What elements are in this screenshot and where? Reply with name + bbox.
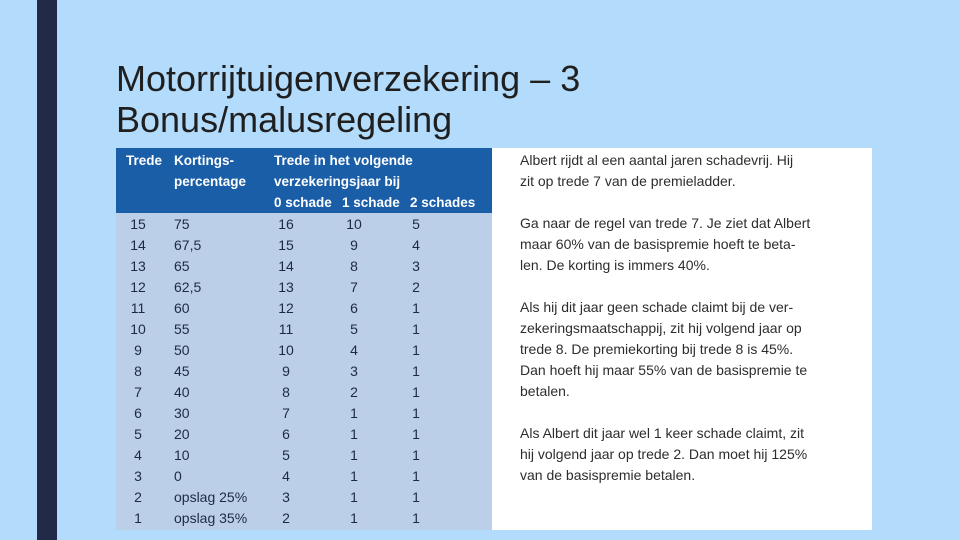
table-row	[116, 466, 492, 487]
cell-korting: 60	[174, 300, 190, 316]
cell-trede: 8	[134, 363, 142, 379]
cell-1-schade: 9	[350, 237, 358, 253]
cell-0-schade: 6	[282, 426, 290, 442]
paragraph-2	[520, 213, 810, 276]
cell-1-schade: 1	[350, 405, 358, 421]
cell-0-schade: 12	[278, 300, 294, 316]
cell-2-schades: 1	[412, 426, 420, 442]
table-row	[116, 298, 492, 319]
cell-1-schade: 6	[350, 300, 358, 316]
cell-1-schade: 3	[350, 363, 358, 379]
cell-2-schades: 1	[412, 510, 420, 526]
header-korting-line-2: percentage	[174, 174, 247, 189]
cell-0-schade: 8	[282, 384, 290, 400]
cell-2-schades: 5	[412, 216, 420, 232]
cell-0-schade: 5	[282, 447, 290, 463]
cell-korting: 30	[174, 405, 190, 421]
cell-1-schade: 1	[350, 489, 358, 505]
cell-korting: 0	[174, 468, 182, 484]
paragraph-line: maar 60% van de basispremie hoeft te beta-	[520, 236, 796, 252]
cell-trede: 6	[134, 405, 142, 421]
cell-trede: 10	[130, 321, 146, 337]
cell-2-schades: 1	[412, 363, 420, 379]
paragraph-line: Albert rijdt al een aantal jaren schadevrij. Hij	[520, 152, 794, 168]
cell-2-schades: 1	[412, 405, 420, 421]
table-row	[116, 277, 492, 298]
table-row	[116, 403, 492, 424]
paragraph-line: Dan hoeft hij maar 55% van de basispremie te	[520, 362, 808, 378]
content-image	[116, 148, 872, 530]
table-row	[116, 340, 492, 361]
paragraph-line: Als Albert dit jaar wel 1 keer schade claimt, zit	[520, 425, 805, 441]
cell-1-schade: 1	[350, 468, 358, 484]
table-row	[116, 319, 492, 340]
paragraph-1	[520, 150, 793, 192]
cell-0-schade: 15	[278, 237, 294, 253]
cell-0-schade: 13	[278, 279, 294, 295]
bonus-malus-table	[116, 148, 492, 530]
cell-trede: 15	[130, 216, 146, 232]
cell-2-schades: 3	[412, 258, 420, 274]
cell-korting: 55	[174, 321, 190, 337]
cell-2-schades: 1	[412, 342, 420, 358]
cell-1-schade: 5	[350, 321, 358, 337]
header-1-schade: 1 schade	[342, 195, 400, 210]
cell-0-schade: 14	[278, 258, 294, 274]
cell-korting: 40	[174, 384, 190, 400]
paragraph-line: trede 8. De premiekorting bij trede 8 is 45%.	[520, 341, 794, 357]
table-row	[116, 235, 492, 256]
header-volgend-line-2: verzekeringsjaar bij	[274, 174, 401, 189]
cell-korting: 20	[174, 426, 190, 442]
paragraph-line: zit op trede 7 van de premieladder.	[520, 173, 736, 189]
cell-0-schade: 3	[282, 489, 290, 505]
cell-trede: 11	[130, 300, 146, 316]
cell-korting: opslag 35%	[174, 510, 248, 526]
paragraph-line: hij volgend jaar op trede 2. Dan moet hij 125%	[520, 446, 808, 462]
table-row	[116, 361, 492, 382]
cell-trede: 13	[130, 258, 146, 274]
paragraph-line: len. De korting is immers 40%.	[520, 257, 710, 273]
cell-korting: 45	[174, 363, 190, 379]
table-row	[116, 508, 492, 529]
paragraph-line: betalen.	[520, 383, 570, 399]
paragraph-line: van de basispremie betalen.	[520, 467, 696, 483]
header-0-schade: 0 schade	[274, 195, 332, 210]
table-row	[116, 424, 492, 445]
cell-1-schade: 1	[350, 447, 358, 463]
table-row	[116, 487, 492, 508]
cell-2-schades: 1	[412, 447, 420, 463]
cell-1-schade: 1	[350, 426, 358, 442]
cell-trede: 9	[134, 342, 142, 358]
header-trede: Trede	[126, 153, 163, 168]
paragraph-line: zekeringsmaatschappij, zit hij volgend jaar op	[520, 320, 802, 336]
header-korting-line-1: Kortings-	[174, 153, 234, 168]
cell-1-schade: 4	[350, 342, 358, 358]
slide-title-line-1: Motorrijtuigenverzekering – 3	[116, 58, 581, 99]
cell-trede: 3	[134, 468, 142, 484]
cell-korting: opslag 25%	[174, 489, 248, 505]
cell-0-schade: 16	[278, 216, 294, 232]
cell-1-schade: 1	[350, 510, 358, 526]
cell-trede: 2	[134, 489, 142, 505]
table-row	[116, 445, 492, 466]
cell-trede: 4	[134, 447, 142, 463]
table-row	[116, 256, 492, 277]
header-volgend-line-1: Trede in het volgende	[274, 153, 413, 168]
cell-trede: 1	[134, 510, 142, 526]
cell-0-schade: 7	[282, 405, 290, 421]
cell-korting: 10	[174, 447, 190, 463]
cell-korting: 75	[174, 216, 190, 232]
cell-1-schade: 7	[350, 279, 358, 295]
header-2-schades: 2 schades	[410, 195, 476, 210]
paragraph-3	[520, 297, 807, 402]
table-row	[116, 214, 492, 235]
cell-2-schades: 2	[412, 279, 420, 295]
cell-2-schades: 1	[412, 489, 420, 505]
cell-trede: 12	[130, 279, 146, 295]
cell-2-schades: 1	[412, 384, 420, 400]
cell-korting: 67,5	[174, 237, 202, 253]
cell-trede: 14	[130, 237, 146, 253]
cell-2-schades: 1	[412, 300, 420, 316]
cell-0-schade: 2	[282, 510, 290, 526]
cell-1-schade: 8	[350, 258, 358, 274]
cell-1-schade: 2	[350, 384, 358, 400]
sidebar-accent-bar	[37, 0, 57, 540]
paragraph-4	[520, 423, 807, 486]
paragraph-line: Als hij dit jaar geen schade claimt bij de ver-	[520, 299, 794, 315]
cell-2-schades: 4	[412, 237, 420, 253]
cell-korting: 50	[174, 342, 190, 358]
cell-trede: 5	[134, 426, 142, 442]
slide-title	[116, 58, 580, 140]
slide-title-line-2: Bonus/malusregeling	[116, 99, 453, 140]
cell-korting: 65	[174, 258, 190, 274]
cell-trede: 7	[134, 384, 142, 400]
cell-2-schades: 1	[412, 468, 420, 484]
table-header	[116, 148, 492, 213]
cell-0-schade: 4	[282, 468, 290, 484]
cell-1-schade: 10	[346, 216, 362, 232]
cell-0-schade: 11	[278, 321, 294, 337]
paragraph-line: Ga naar de regel van trede 7. Je ziet dat Albert	[520, 215, 811, 231]
cell-2-schades: 1	[412, 321, 420, 337]
table-row	[116, 382, 492, 403]
cell-korting: 62,5	[174, 279, 202, 295]
cell-0-schade: 10	[278, 342, 294, 358]
cell-0-schade: 9	[282, 363, 290, 379]
